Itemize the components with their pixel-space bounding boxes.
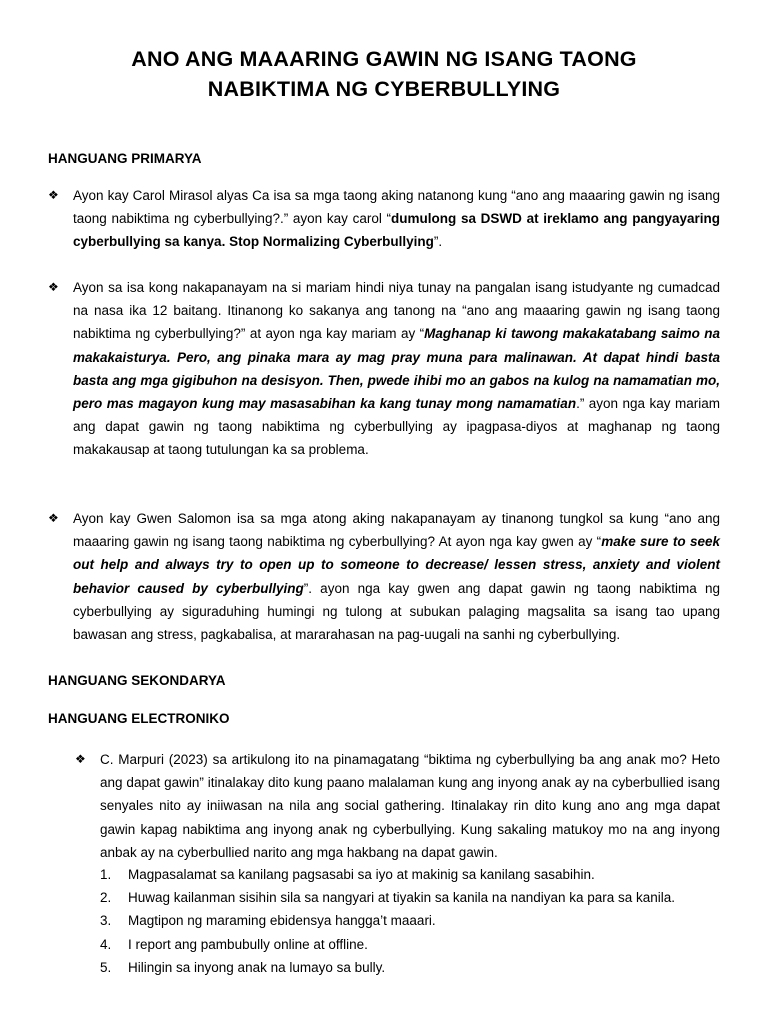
title-line-1: ANO ANG MAAARING GAWIN NG ISANG TAONG [131,47,637,71]
step-text: Hilingin sa inyong anak na lumayo sa bully. [128,959,386,975]
steps-list [100,863,720,979]
title-line-2: NABIKTIMA NG CYBERBULLYING [207,77,561,101]
item-text-plain: Ayon kay Carol Mirasol alyas Ca isa sa mga taong aking natanong kung “ano ang maaaring gawin ng isang taong nabiktima ng cyberbullying?.” ayon kay carol “ [73,188,720,227]
item-text-plain: Ayon sa isa kong nakapanayam na si mariam hindi niya tunay na pangalan isang istudyante ng cumadcad na nasa ika 12 baitang. Itinanong ko sakanya ang tanong na “ano ang maaaring gawin ng isang taong nabiktima ng cyberbullying?” at ayon nga kay mariam ay “ [73,280,720,342]
document-title [40,44,728,104]
electronic-item-1-text: C. Marpuri (2023) sa artikulong ito na pinamagatang “biktima ng cyberbullying ba ang anak mo? Heto ang dapat gawin” itinalakay dito kung paano malalaman kung ang inyong anak ay na cyberbullied isang senyales nito ay iniiwasan na nila ang social gathering. Itinalakay rin dito kung ano ang mga dapat gawin kapag nabiktima ang inyong anak ng cyberbullying. Kung sakaling matukoy mo na ang inyong anbak ay na cyberbullied narito ang mga hakbang na dapat gawin. [100,752,720,860]
list-item [100,863,720,886]
step-text: I report ang pambubully online at offline. [128,936,368,952]
step-text: Magpasalamat sa kanilang pagsasabi sa iyo at makinig sa kanilang sasabihin. [128,867,595,882]
primary-item-1 [48,184,720,254]
item-text-quote: Maghanap ki tawong makakatabang saimo na makakaisturya. Pero, ang pinaka mara ay mag pray muna para malinawan. At dapat hindi basta basta ang mga gigibuhon na desisyon. Then, pwede ihibi mo an gabos na kulog na namamatian mo, pero mas magayon kung may masasabihan ka kang tunay mong namamatian [73,326,721,412]
item-text-quote: dumulong sa DSWD at ireklamo ang pangyayaring cyberbullying sa kanya. Stop Normalizing Cyberbullying [73,211,721,250]
step-number: 4. [100,936,112,952]
diamond-bullet-icon: ❖ [48,511,59,525]
item-text-quote: make sure to seek out help and always try to open up to someone to decrease/ lessen stress, anxiety and violent behavior caused by cyberbullying [73,534,720,596]
step-number: 1. [100,867,112,882]
primary-item-3 [48,507,720,646]
diamond-bullet-icon: ❖ [75,752,86,766]
list-item [100,886,720,909]
item-text-plain: ”. [433,234,443,250]
primary-item-2 [48,276,720,462]
step-text: Magtipon ng maraming ebidensya hangga’t maaari. [128,913,436,929]
heading-electronic: HANGUANG ELECTRONIKO [48,711,230,726]
heading-primary: HANGUANG PRIMARYA [48,151,202,166]
heading-secondary: HANGUANG SEKONDARYA [48,673,226,688]
list-item [100,909,720,932]
diamond-bullet-icon: ❖ [48,280,59,294]
step-number: 5. [100,959,112,975]
list-item [100,933,720,956]
primary-item-3-text [73,507,720,646]
item-text-plain: Ayon kay Gwen Salomon isa sa mga atong aking nakapanayam ay tinanong tungkol sa kung “ano ang maaaring gawin ng isang taong nabiktima ng cyberbullying? At ayon nga kay gwen ay “ [73,511,720,550]
item-text-plain: .” ayon nga kay mariam ang dapat gawin ng taong nabiktima ng cyberbullying ay ipagpasa-diyos at maghanap ng taong makakausap at taong tutulungan ka sa problema. [73,396,720,458]
primary-item-2-text [73,276,720,462]
item-text-plain: ”. ayon nga kay gwen ang dapat gawin ng taong nabiktima ng cyberbullying ay siguraduhing humingi ng tulong at subukan palaging magsalita sa isang tao upang bawasan ang stress, pagkabalisa, at mararahasan na pag-uugali na sanhi ng cyberbullying. [73,580,720,643]
list-item [100,956,720,979]
step-number: 3. [100,913,112,929]
step-number: 2. [100,890,112,906]
diamond-bullet-icon: ❖ [48,188,59,202]
electronic-item-1 [75,748,720,864]
primary-item-1-text [73,184,720,254]
step-text: Huwag kailanman sisihin sila sa nangyari at tiyakin sa kanila na nandiyan ka para sa kanila. [128,890,676,906]
